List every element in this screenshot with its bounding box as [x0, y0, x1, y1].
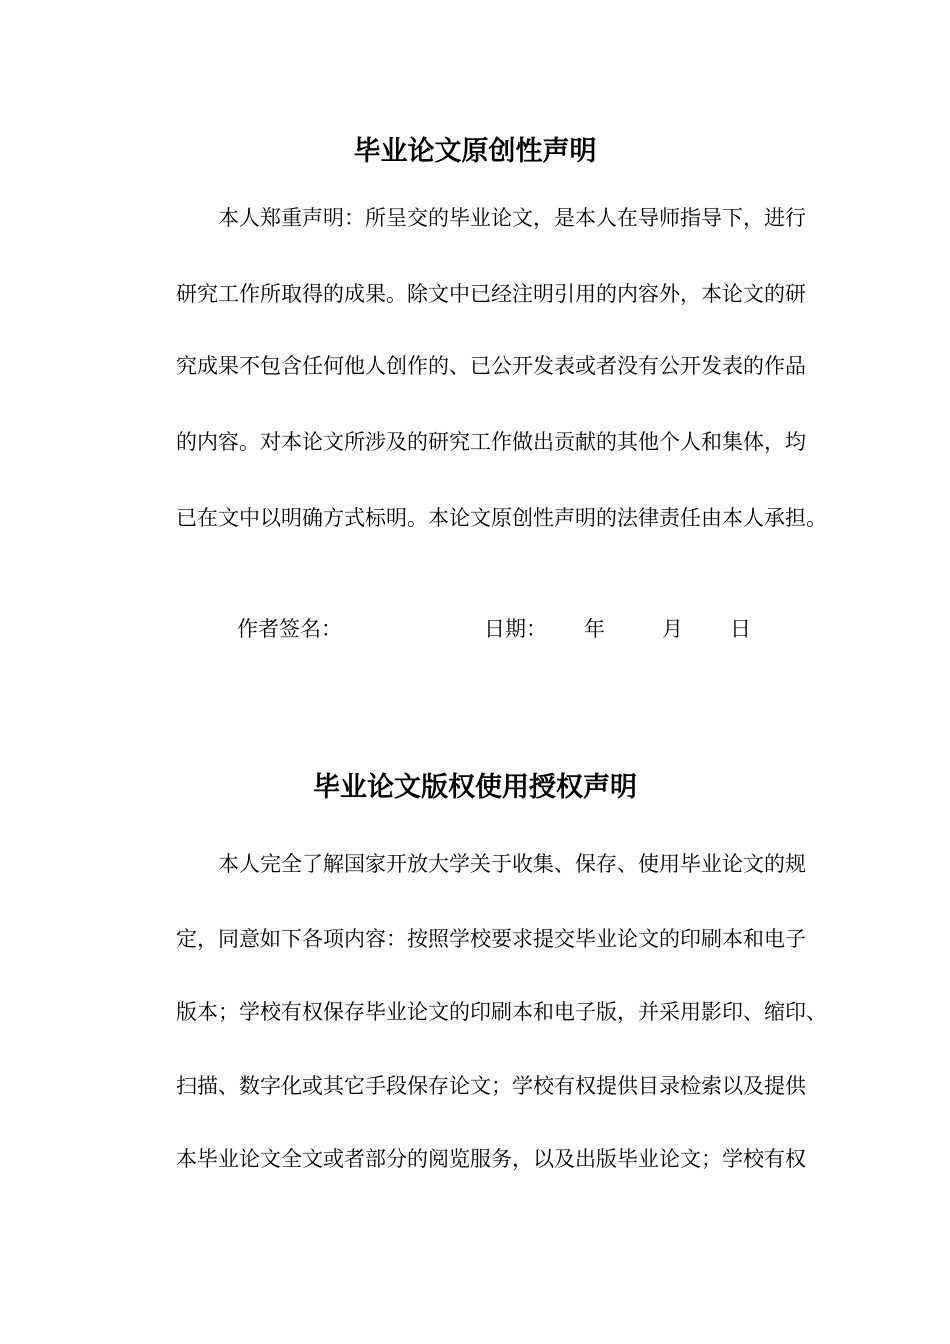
author-signature-label: 作者签名：	[237, 617, 342, 641]
copyright-line-1: 本人完全了解国家开放大学关于收集、保存、使用毕业论文的规	[218, 852, 806, 876]
originality-line-3: 究成果不包含任何他人创作的、已公开发表或者没有公开发表的作品	[176, 354, 806, 378]
originality-line-5: 已在文中以明确方式标明。本论文原创性声明的法律责任由本人承担。	[176, 506, 827, 530]
month-label: 月	[662, 617, 683, 641]
copyright-line-4: 扫描、数字化或其它手段保存论文；学校有权提供目录检索以及提供	[176, 1074, 806, 1098]
originality-title: 毕业论文原创性声明	[353, 136, 597, 167]
date-label: 日期：	[484, 617, 547, 641]
copyright-line-3: 版本；学校有权保存毕业论文的印刷本和电子版，并采用影印、缩印、	[176, 1000, 827, 1024]
copyright-line-2: 定，同意如下各项内容：按照学校要求提交毕业论文的印刷本和电子	[176, 927, 806, 951]
originality-line-2: 研究工作所取得的成果。除文中已经注明引用的内容外，本论文的研	[176, 282, 806, 306]
originality-line-1: 本人郑重声明：所呈交的毕业论文，是本人在导师指导下，进行	[218, 206, 806, 230]
originality-line-4: 的内容。对本论文所涉及的研究工作做出贡献的其他个人和集体，均	[176, 430, 806, 454]
copyright-title: 毕业论文版权使用授权声明	[313, 772, 637, 803]
year-label: 年	[584, 617, 605, 641]
copyright-line-5: 本毕业论文全文或者部分的阅览服务，以及出版毕业论文；学校有权	[176, 1147, 806, 1171]
day-label: 日	[730, 617, 751, 641]
